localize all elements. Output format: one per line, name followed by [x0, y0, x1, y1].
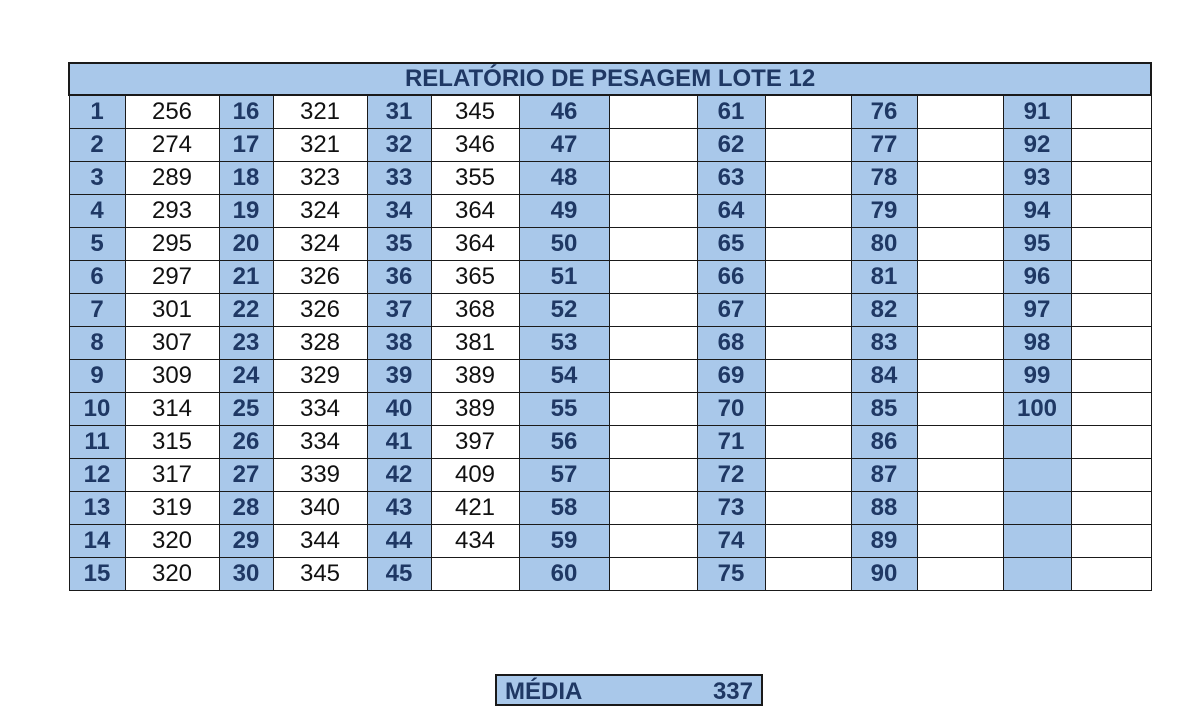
table-row — [69, 492, 1151, 525]
item-number-cell: 54 — [519, 360, 609, 393]
item-number-cell: 58 — [519, 492, 609, 525]
weight-cell — [765, 393, 851, 426]
table-row — [69, 162, 1151, 195]
item-number-cell: 47 — [519, 129, 609, 162]
item-number-cell: 61 — [697, 95, 765, 129]
item-number-cell: 48 — [519, 162, 609, 195]
weight-cell — [917, 294, 1003, 327]
weight-cell: 321 — [273, 129, 367, 162]
weight-cell — [609, 327, 697, 360]
item-number-cell: 46 — [519, 95, 609, 129]
item-number-cell — [1003, 558, 1071, 591]
item-number-cell: 65 — [697, 228, 765, 261]
item-number-cell: 22 — [219, 294, 273, 327]
item-number-cell: 71 — [697, 426, 765, 459]
item-number-cell: 37 — [367, 294, 431, 327]
item-number-cell: 25 — [219, 393, 273, 426]
weight-cell — [765, 261, 851, 294]
weight-cell — [1071, 129, 1151, 162]
item-number-cell: 64 — [697, 195, 765, 228]
weight-cell — [917, 492, 1003, 525]
weight-cell: 339 — [273, 459, 367, 492]
item-number-cell: 10 — [69, 393, 125, 426]
item-number-cell: 23 — [219, 327, 273, 360]
weighing-table — [68, 62, 1152, 591]
weight-cell: 307 — [125, 327, 219, 360]
weight-cell: 274 — [125, 129, 219, 162]
weight-cell — [917, 195, 1003, 228]
item-number-cell — [1003, 426, 1071, 459]
weight-cell: 334 — [273, 393, 367, 426]
item-number-cell: 38 — [367, 327, 431, 360]
table-row — [69, 195, 1151, 228]
item-number-cell: 19 — [219, 195, 273, 228]
weight-cell — [1071, 459, 1151, 492]
item-number-cell: 35 — [367, 228, 431, 261]
item-number-cell: 21 — [219, 261, 273, 294]
item-number-cell: 13 — [69, 492, 125, 525]
weight-cell: 381 — [431, 327, 519, 360]
weight-cell — [609, 393, 697, 426]
item-number-cell: 91 — [1003, 95, 1071, 129]
weight-cell — [1071, 360, 1151, 393]
item-number-cell: 100 — [1003, 393, 1071, 426]
weight-cell — [609, 492, 697, 525]
item-number-cell: 77 — [851, 129, 917, 162]
item-number-cell: 88 — [851, 492, 917, 525]
weight-cell — [1071, 426, 1151, 459]
weight-cell — [917, 162, 1003, 195]
item-number-cell: 30 — [219, 558, 273, 591]
item-number-cell: 95 — [1003, 228, 1071, 261]
weight-cell — [765, 525, 851, 558]
weight-cell — [609, 228, 697, 261]
item-number-cell: 70 — [697, 393, 765, 426]
weight-cell — [765, 426, 851, 459]
weight-cell: 319 — [125, 492, 219, 525]
average-label: MÉDIA — [505, 678, 583, 705]
item-number-cell: 76 — [851, 95, 917, 129]
weight-cell: 364 — [431, 228, 519, 261]
weight-cell: 345 — [273, 558, 367, 591]
item-number-cell: 40 — [367, 393, 431, 426]
weight-cell: 317 — [125, 459, 219, 492]
weight-cell — [609, 525, 697, 558]
weight-cell: 326 — [273, 261, 367, 294]
item-number-cell: 68 — [697, 327, 765, 360]
item-number-cell: 62 — [697, 129, 765, 162]
weight-cell: 355 — [431, 162, 519, 195]
item-number-cell: 9 — [69, 360, 125, 393]
weight-cell — [765, 294, 851, 327]
item-number-cell: 51 — [519, 261, 609, 294]
weight-cell — [917, 558, 1003, 591]
weight-cell: 397 — [431, 426, 519, 459]
weight-cell — [1071, 195, 1151, 228]
item-number-cell: 72 — [697, 459, 765, 492]
item-number-cell: 36 — [367, 261, 431, 294]
item-number-cell: 86 — [851, 426, 917, 459]
item-number-cell: 17 — [219, 129, 273, 162]
weight-cell: 329 — [273, 360, 367, 393]
item-number-cell: 11 — [69, 426, 125, 459]
item-number-cell: 14 — [69, 525, 125, 558]
weighing-report-sheet — [68, 62, 1140, 705]
weight-cell — [1071, 327, 1151, 360]
item-number-cell: 75 — [697, 558, 765, 591]
report-title: RELATÓRIO DE PESAGEM LOTE 12 — [69, 63, 1151, 95]
item-number-cell: 56 — [519, 426, 609, 459]
weight-cell: 323 — [273, 162, 367, 195]
weight-cell — [609, 360, 697, 393]
weight-cell: 421 — [431, 492, 519, 525]
item-number-cell: 73 — [697, 492, 765, 525]
item-number-cell: 82 — [851, 294, 917, 327]
weight-cell: 297 — [125, 261, 219, 294]
weight-cell: 345 — [431, 95, 519, 129]
item-number-cell: 97 — [1003, 294, 1071, 327]
item-number-cell: 80 — [851, 228, 917, 261]
weight-cell — [917, 95, 1003, 129]
weight-cell: 365 — [431, 261, 519, 294]
item-number-cell: 94 — [1003, 195, 1071, 228]
weight-cell — [1071, 393, 1151, 426]
item-number-cell: 57 — [519, 459, 609, 492]
weight-cell: 324 — [273, 228, 367, 261]
item-number-cell: 12 — [69, 459, 125, 492]
weight-cell — [1071, 261, 1151, 294]
weight-cell: 340 — [273, 492, 367, 525]
weight-cell: 389 — [431, 393, 519, 426]
table-row — [69, 525, 1151, 558]
weight-cell — [765, 129, 851, 162]
item-number-cell: 29 — [219, 525, 273, 558]
weight-cell — [1071, 95, 1151, 129]
weight-cell — [1071, 294, 1151, 327]
weight-cell — [765, 492, 851, 525]
weight-cell: 295 — [125, 228, 219, 261]
item-number-cell: 93 — [1003, 162, 1071, 195]
item-number-cell: 49 — [519, 195, 609, 228]
item-number-cell: 2 — [69, 129, 125, 162]
weight-cell: 289 — [125, 162, 219, 195]
item-number-cell: 20 — [219, 228, 273, 261]
item-number-cell: 53 — [519, 327, 609, 360]
item-number-cell: 63 — [697, 162, 765, 195]
table-row — [69, 129, 1151, 162]
weight-cell: 346 — [431, 129, 519, 162]
item-number-cell: 1 — [69, 95, 125, 129]
table-row — [69, 228, 1151, 261]
weight-cell: 301 — [125, 294, 219, 327]
item-number-cell: 89 — [851, 525, 917, 558]
weight-cell — [1071, 525, 1151, 558]
weight-cell — [917, 459, 1003, 492]
weight-cell: 368 — [431, 294, 519, 327]
weight-cell — [765, 360, 851, 393]
weight-cell — [765, 327, 851, 360]
item-number-cell: 41 — [367, 426, 431, 459]
item-number-cell: 85 — [851, 393, 917, 426]
item-number-cell: 18 — [219, 162, 273, 195]
item-number-cell: 78 — [851, 162, 917, 195]
table-row — [69, 558, 1151, 591]
item-number-cell: 3 — [69, 162, 125, 195]
item-number-cell: 8 — [69, 327, 125, 360]
table-row — [69, 393, 1151, 426]
item-number-cell: 4 — [69, 195, 125, 228]
item-number-cell: 69 — [697, 360, 765, 393]
weight-cell — [765, 228, 851, 261]
weight-cell: 293 — [125, 195, 219, 228]
weight-cell: 344 — [273, 525, 367, 558]
weight-cell — [1071, 162, 1151, 195]
weight-cell — [917, 426, 1003, 459]
item-number-cell: 79 — [851, 195, 917, 228]
item-number-cell: 31 — [367, 95, 431, 129]
item-number-cell: 84 — [851, 360, 917, 393]
item-number-cell: 87 — [851, 459, 917, 492]
weight-cell — [765, 95, 851, 129]
item-number-cell: 44 — [367, 525, 431, 558]
weight-cell — [609, 426, 697, 459]
weight-cell: 321 — [273, 95, 367, 129]
item-number-cell: 45 — [367, 558, 431, 591]
item-number-cell — [1003, 492, 1071, 525]
weight-cell — [765, 558, 851, 591]
table-row — [69, 95, 1151, 129]
item-number-cell: 32 — [367, 129, 431, 162]
weight-cell — [1071, 228, 1151, 261]
item-number-cell: 96 — [1003, 261, 1071, 294]
item-number-cell: 28 — [219, 492, 273, 525]
item-number-cell: 66 — [697, 261, 765, 294]
weight-cell: 314 — [125, 393, 219, 426]
item-number-cell: 60 — [519, 558, 609, 591]
weight-cell — [765, 459, 851, 492]
weight-cell — [765, 195, 851, 228]
average-value: 337 — [712, 678, 753, 705]
item-number-cell: 42 — [367, 459, 431, 492]
weight-cell — [917, 261, 1003, 294]
weight-cell — [917, 393, 1003, 426]
weight-cell — [917, 228, 1003, 261]
weight-cell — [609, 558, 697, 591]
weight-cell — [917, 129, 1003, 162]
weight-cell: 324 — [273, 195, 367, 228]
weight-cell — [609, 261, 697, 294]
weight-cell — [609, 129, 697, 162]
table-row — [69, 426, 1151, 459]
item-number-cell: 39 — [367, 360, 431, 393]
table-row — [69, 261, 1151, 294]
weight-cell — [1071, 492, 1151, 525]
item-number-cell: 16 — [219, 95, 273, 129]
weight-cell — [1071, 558, 1151, 591]
weight-cell: 328 — [273, 327, 367, 360]
item-number-cell: 90 — [851, 558, 917, 591]
item-number-cell: 34 — [367, 195, 431, 228]
item-number-cell: 83 — [851, 327, 917, 360]
weight-cell — [609, 95, 697, 129]
table-row — [69, 459, 1151, 492]
weight-cell: 364 — [431, 195, 519, 228]
item-number-cell: 74 — [697, 525, 765, 558]
weight-cell: 326 — [273, 294, 367, 327]
table-row — [69, 327, 1151, 360]
weight-cell — [609, 162, 697, 195]
weight-cell: 320 — [125, 558, 219, 591]
weight-cell: 409 — [431, 459, 519, 492]
weight-cell: 334 — [273, 426, 367, 459]
item-number-cell: 24 — [219, 360, 273, 393]
item-number-cell: 5 — [69, 228, 125, 261]
item-number-cell: 50 — [519, 228, 609, 261]
item-number-cell: 81 — [851, 261, 917, 294]
weight-cell — [609, 294, 697, 327]
weight-cell: 256 — [125, 95, 219, 129]
weight-cell: 309 — [125, 360, 219, 393]
item-number-cell: 99 — [1003, 360, 1071, 393]
table-row — [69, 360, 1151, 393]
item-number-cell — [1003, 525, 1071, 558]
weight-cell — [609, 459, 697, 492]
weight-cell: 315 — [125, 426, 219, 459]
weight-cell — [609, 195, 697, 228]
weight-cell — [917, 360, 1003, 393]
average-box — [495, 674, 763, 706]
item-number-cell: 59 — [519, 525, 609, 558]
table-row — [69, 294, 1151, 327]
item-number-cell: 67 — [697, 294, 765, 327]
item-number-cell: 26 — [219, 426, 273, 459]
item-number-cell — [1003, 459, 1071, 492]
weight-cell: 434 — [431, 525, 519, 558]
weight-cell: 389 — [431, 360, 519, 393]
item-number-cell: 98 — [1003, 327, 1071, 360]
item-number-cell: 43 — [367, 492, 431, 525]
item-number-cell: 6 — [69, 261, 125, 294]
item-number-cell: 55 — [519, 393, 609, 426]
item-number-cell: 27 — [219, 459, 273, 492]
weight-cell: 320 — [125, 525, 219, 558]
weight-cell — [765, 162, 851, 195]
item-number-cell: 33 — [367, 162, 431, 195]
weight-cell — [917, 525, 1003, 558]
item-number-cell: 7 — [69, 294, 125, 327]
item-number-cell: 15 — [69, 558, 125, 591]
weight-cell — [431, 558, 519, 591]
item-number-cell: 52 — [519, 294, 609, 327]
weight-cell — [917, 327, 1003, 360]
item-number-cell: 92 — [1003, 129, 1071, 162]
